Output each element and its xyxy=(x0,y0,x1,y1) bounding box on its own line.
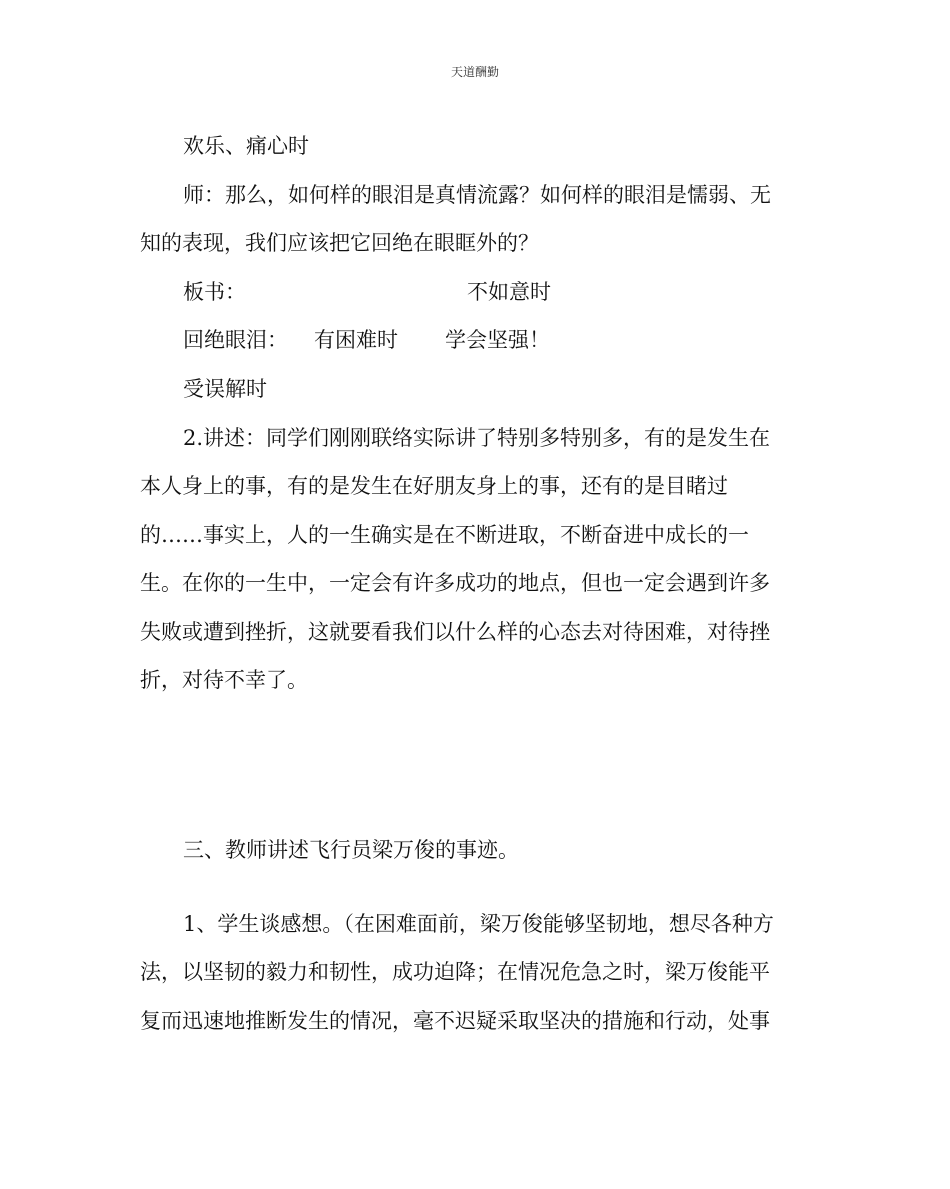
board-item-not-as-wished: 不如意时 xyxy=(467,280,551,304)
text-line: 欢乐、痛心时 xyxy=(183,134,309,158)
paragraph-line: 失败或遭到挫折，这就要看我们以什么样的心态去对待困难，对待挫 xyxy=(140,620,770,644)
text-line: 师：那么，如何样的眼泪是真情流露？如何样的眼泪是懦弱、无 xyxy=(183,183,771,207)
paragraph-line: 法，以坚韧的毅力和韧性，成功迫降；在情况危急之时，梁万俊能平 xyxy=(140,960,770,984)
text-line: 知的表现，我们应该把它回绝在眼眶外的？ xyxy=(140,231,539,255)
reject-item-difficulty: 有困难时 xyxy=(314,328,398,352)
paragraph-line: 本人身上的事，有的是发生在好朋友身上的事，还有的是目睹过 xyxy=(140,474,728,498)
reject-item-be-strong: 学会坚强！ xyxy=(445,328,550,352)
board-label: 板书： xyxy=(183,280,246,304)
paragraph-line: 复而迅速地推断发生的情况，毫不迟疑采取坚决的措施和行动，处事 xyxy=(140,1009,770,1033)
paragraph-line: 1、学生谈感想。（在困难面前，梁万俊能够坚韧地，想尽各种方 xyxy=(183,912,774,936)
page-header: 天道酬勤 xyxy=(450,65,499,79)
reject-row xyxy=(0,326,950,354)
paragraph-line: 折，对待不幸了。 xyxy=(140,668,308,692)
paragraph-line: 2.讲述：同学们刚刚联络实际讲了特别多特别多，有的是发生在 xyxy=(183,426,771,450)
paragraph-line: 生。在你的一生中，一定会有许多成功的地点，但也一定会遇到许多 xyxy=(140,571,770,595)
text-line: 受误解时 xyxy=(183,377,267,401)
board-row xyxy=(0,278,950,306)
reject-label: 回绝眼泪： xyxy=(183,328,288,352)
paragraph-line: 的……事实上，人的一生确实是在不断进取，不断奋进中成长的一 xyxy=(140,523,749,547)
section-heading: 三、教师讲述飞行员梁万俊的事迹。 xyxy=(183,838,519,862)
